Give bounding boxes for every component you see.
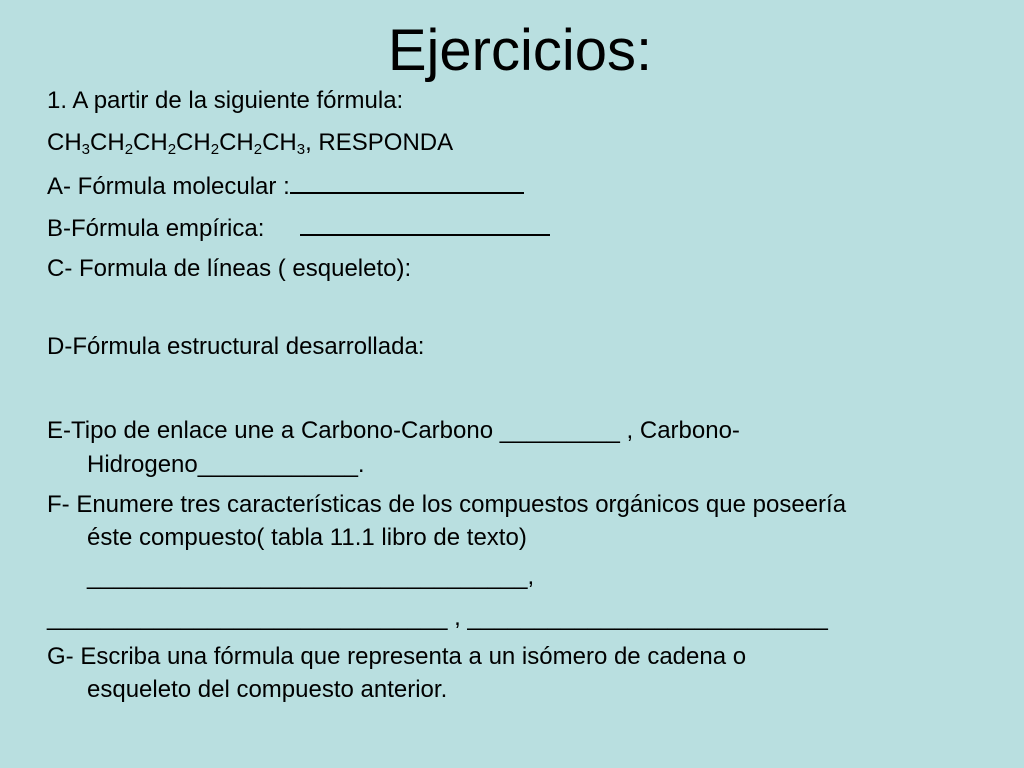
item-f-line1: F- Enumere tres características de los compuestos orgánicos que poseería [47,491,847,518]
formula [47,129,305,156]
formula-subscript: 3 [296,141,306,158]
slide-title: Ejercicios: [387,18,653,83]
formula-ch: CH [219,129,254,156]
item-g-line2: esqueleto del compuesto anterior. [87,676,448,703]
item-b [47,212,550,244]
formula-subscript: 2 [253,141,263,158]
item-e-line2: Hidrogeno____________. [87,451,365,478]
formula-subscript: 2 [210,141,220,158]
formula-suffix: , RESPONDA [305,129,454,156]
formula-subscript: 3 [81,141,91,158]
item-d: D-Fórmula estructural desarrollada: [47,333,425,360]
item-a [47,170,524,202]
formula-ch: CH [47,129,82,156]
item-b-answer-blank [300,212,550,236]
formula-subscript: 2 [124,141,134,158]
item-b-label: B-Fórmula empírica: [47,215,265,242]
item-f-blank2: ______________________________ , ___________________________ [47,604,828,631]
item-g-line1: G- Escriba una fórmula que representa a un isómero de cadena o [47,643,747,670]
item-a-label: A- Fórmula molecular : [47,173,290,200]
question-intro: 1. A partir de la siguiente fórmula: [47,87,404,114]
item-a-answer-blank [290,170,524,194]
item-f-line2: éste compuesto( tabla 11.1 libro de texto) [87,524,527,551]
item-e-line1: E-Tipo de enlace une a Carbono-Carbono _________ , Carbono- [47,417,740,444]
formula-ch: CH [133,129,168,156]
item-c: C- Formula de líneas ( esqueleto): [47,255,412,282]
formula-ch: CH [262,129,297,156]
formula-ch: CH [90,129,125,156]
item-f-blank1: _________________________________, [87,563,535,590]
formula-subscript: 2 [167,141,177,158]
formula-line [47,128,453,158]
formula-ch: CH [176,129,211,156]
